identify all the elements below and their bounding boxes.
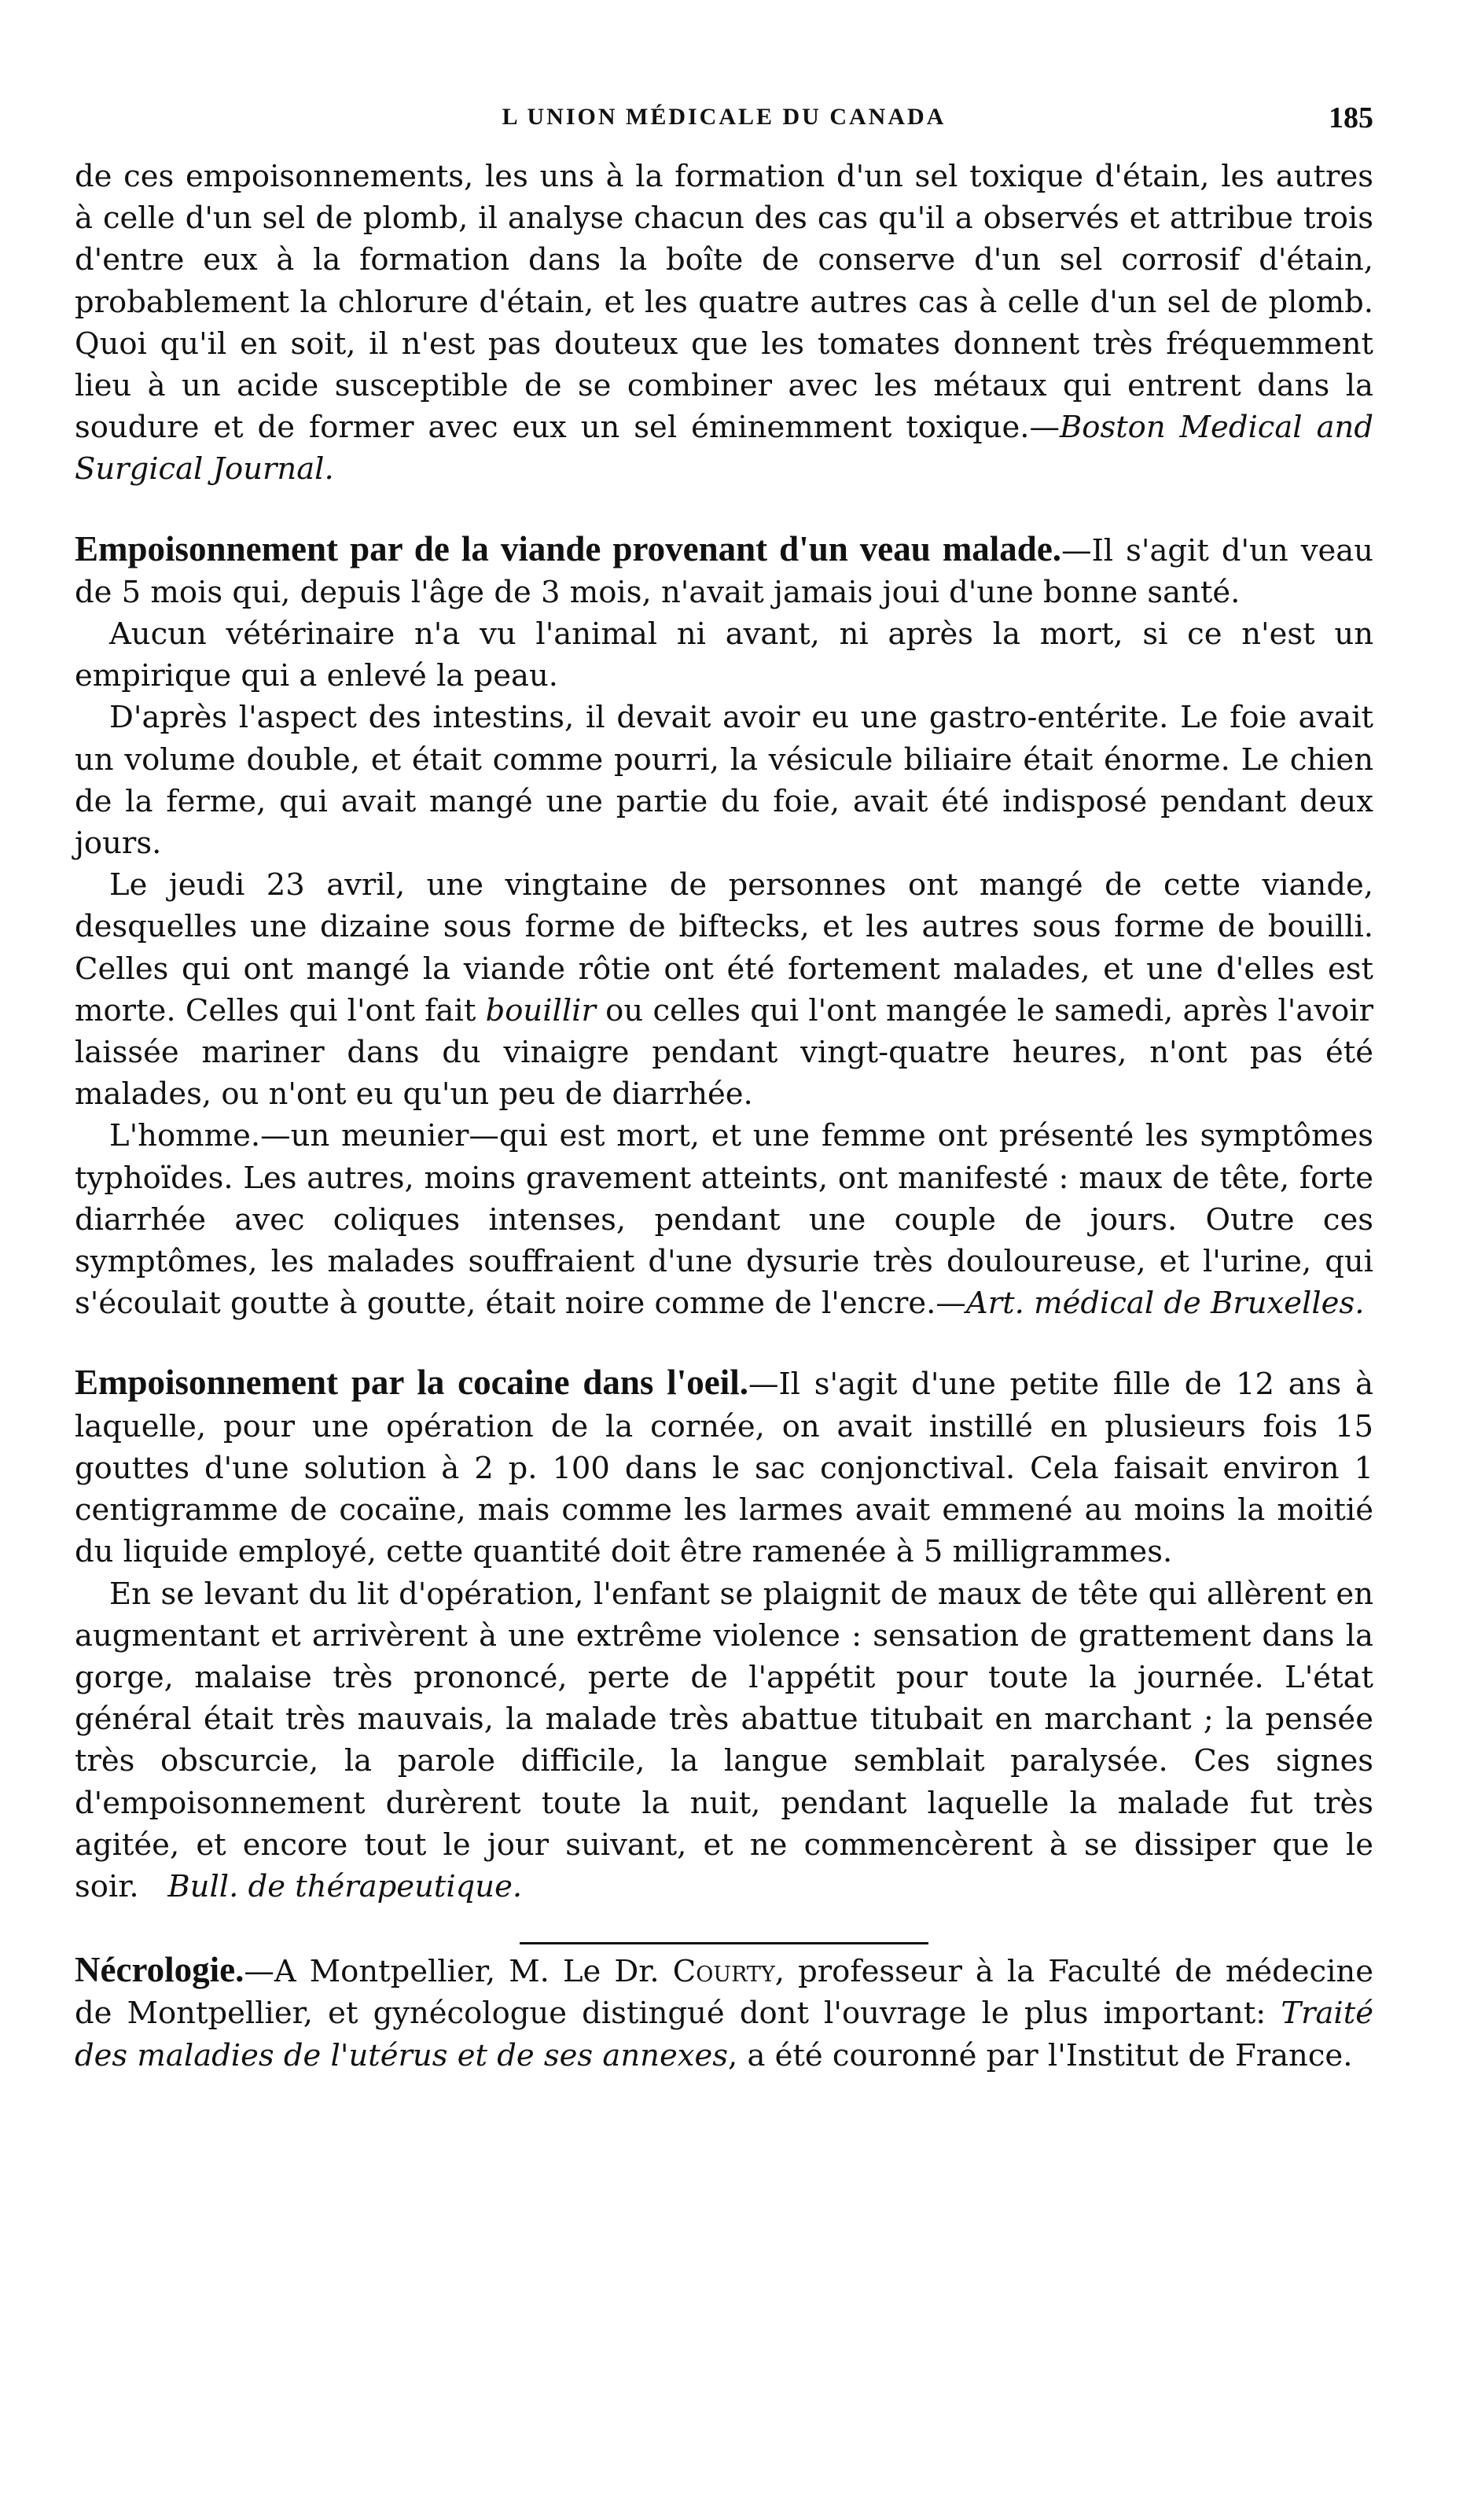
page-body: [75, 156, 1373, 2077]
article-title: Empoisonnement par la cocaine dans l'oeil.: [75, 1363, 748, 1403]
paragraph-text: Aucun vétérinaire n'a vu l'animal ni avant, ni après la mort, si ce n'est un empirique qui a enlevé la peau.: [75, 616, 1373, 694]
paragraph-text: ou celles qui l'ont mangée le samedi, après l'avoir laissée mariner dans du vinaigre pendant vingt-quatre heures, n'ont pas été malades, ou n'ont eu qu'un peu de diarrhée.: [75, 992, 1373, 1113]
page-header: [75, 101, 1373, 135]
paragraph-text: D'après l'aspect des intestins, il devait avoir eu une gastro-entérite. Le foie avait un volume double, et était comme pourri, la vésicule biliaire était énorme. Le chien de la ferme, qui avait mangé une partie du foie, avait été indisposé pendant deux jours.: [75, 700, 1373, 862]
article-obituary: [75, 1949, 1373, 2077]
paragraph: [75, 613, 1373, 697]
source-citation: Boston Medical and Surgical Journal.: [75, 410, 1373, 487]
paragraph: [75, 864, 1373, 1115]
work-title: Traité des maladies de l'utérus et de ses annexes: [75, 1996, 1373, 2073]
paragraph-text: L'homme.—un meunier—qui est mort, et une femme ont présenté les symptômes typhoïdes. Les autres, moins gravement atteints, ont manifesté : maux de tête, forte diarrhée avec coliques intenses, pendant une couple de jours. Outre ces symptômes, les malades souffraient d'une dysurie très douloureuse, et l'urine, qui s'écoulait goutte à goutte, était noire comme de l'encre.—: [75, 1118, 1373, 1322]
paragraph-text: —Il s'agit d'un veau de 5 mois qui, depuis l'âge de 3 mois, n'avait jamais joui d'une bonne santé.: [75, 532, 1373, 610]
article-veal-poisoning: [75, 528, 1373, 1325]
paragraph: [75, 528, 1373, 613]
section-divider: [520, 1942, 928, 1944]
paragraph-text: —A Montpellier, M. Le Dr.: [244, 1954, 673, 1990]
source-citation: Art. médical de Bruxelles.: [965, 1286, 1365, 1322]
paragraph-text: , a été couronné par l'Institut de France.: [727, 2037, 1353, 2073]
person-name: Courty: [672, 1954, 775, 1990]
paragraph-text: —Il s'agit d'une petite fille de 12 ans à laquelle, pour une opération de la cornée, on avait instillé en plusieurs fois 15 gouttes d'une solution à 2 p. 100 dans le sac conjonctival. Cela faisait environ 1 centigramme de cocaïne, mais comme les larmes avait emmené au moins la moitié du liquide employé, cette quantité doit être ramenée à 5 milligrammes.: [75, 1367, 1373, 1570]
page-number: 185: [1329, 101, 1373, 134]
paragraph-text: de ces empoisonnements, les uns à la formation d'un sel toxique d'étain, les autres à celle d'un sel de plomb, il analyse chacun des cas qu'il a observés et attribue trois d'entre eux à la formation dans la boîte de conserve d'un sel corrosif d'étain, probablement la chlorure d'étain, et les quatre autres cas à celle d'un sel de plomb. Quoi qu'il en soit, il n'est pas douteux que les tomates donnent très fréquemment lieu à un acide susceptible de se combiner avec les métaux qui entrent dans la soudure et de former avec eux un sel éminemment toxique.—: [75, 159, 1373, 446]
paragraph-text: , professeur à la Faculté de médecine de Montpellier, et gynécologue distingué dont l'ouvrage le plus important:: [75, 1954, 1374, 2032]
article-title: Nécrologie.: [75, 1950, 244, 1990]
paragraph: [75, 1362, 1373, 1573]
article-cocaine-poisoning: [75, 1362, 1373, 1907]
article-continuation: [75, 156, 1373, 491]
paragraph: [75, 1949, 1373, 2077]
paragraph: [75, 1115, 1373, 1324]
running-title: L UNION MÉDICALE DU CANADA: [502, 104, 947, 130]
emphasis: bouillir: [485, 992, 596, 1028]
paragraph: [75, 1573, 1373, 1908]
paragraph-text: Le jeudi 23 avril, une vingtaine de personnes ont mangé de cette viande, desquelles une dizaine sous forme de biftecks, et les autres sous forme de bouilli. Celles qui ont mangé la viande rôtie ont été fortement malades, et une d'elles est morte. Celles qui l'ont fait: [75, 867, 1373, 1028]
source-citation: Bull. de thérapeutique.: [167, 1868, 523, 1904]
article-title: Empoisonnement par de la viande provenant d'un veau malade.: [75, 528, 1062, 568]
paragraph: [75, 697, 1373, 864]
paragraph: [75, 156, 1373, 491]
paragraph-text: En se levant du lit d'opération, l'enfant se plaignit de maux de tête qui allèrent en augmentant et arrivèrent à une extrême violence : sensation de grattement dans la gorge, malaise très prononcé, perte de l'appétit pour toute la journée. L'état général était très mauvais, la malade très abattue titubait en marchant ; la pensée très obscurcie, la parole difficile, la langue semblait paralysée. Ces signes d'empoisonnement durèrent toute la nuit, pendant laquelle la malade fut très agitée, et encore tout le jour suivant, et ne commencèrent à se dissiper que le soir.: [75, 1576, 1373, 1904]
